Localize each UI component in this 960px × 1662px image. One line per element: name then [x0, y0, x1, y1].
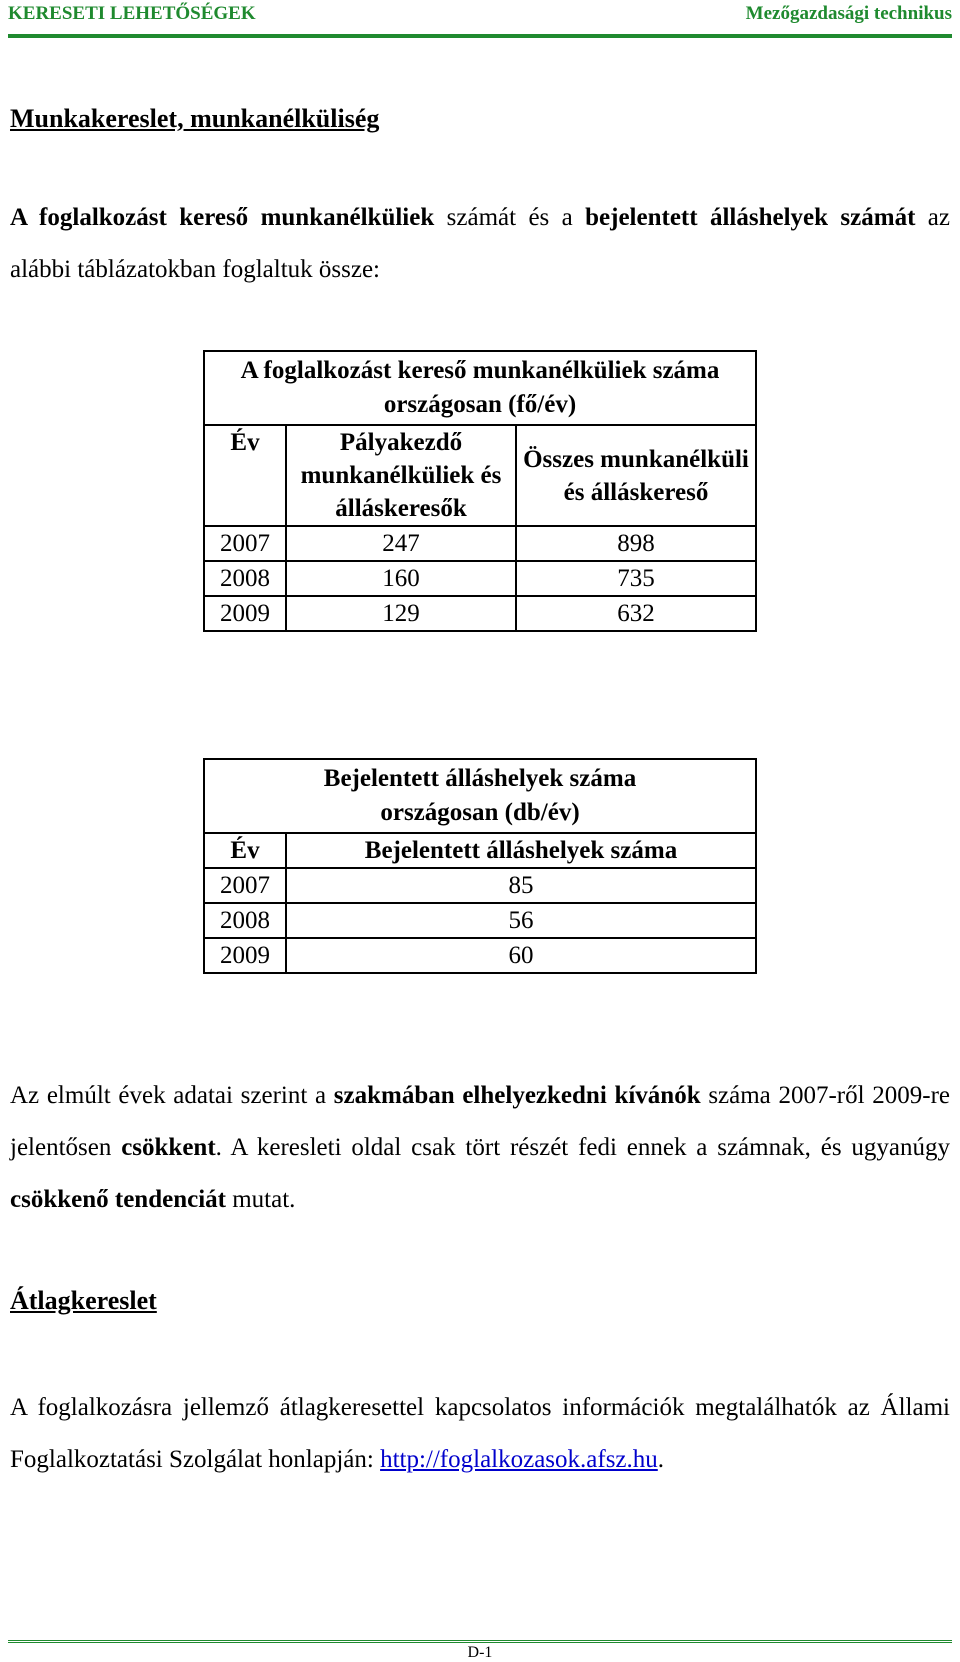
- table-cell: 2007: [204, 868, 286, 903]
- table-cell: 2009: [204, 596, 286, 631]
- table-row: [204, 526, 756, 561]
- vacancies-table: [203, 758, 757, 974]
- wage-paragraph: [10, 1382, 950, 1486]
- table-row: [204, 868, 756, 903]
- table-cell: 898: [516, 526, 756, 561]
- intro-paragraph: [10, 192, 950, 296]
- wage-text-end: .: [657, 1446, 665, 1473]
- trend-bold-3: csökkenő tendenciát: [10, 1186, 226, 1213]
- table-cell: 2008: [204, 561, 286, 596]
- table-cell: 129: [286, 596, 516, 631]
- intro-bold-2: bejelentett álláshelyek számát: [585, 204, 916, 231]
- table-cell: 60: [286, 938, 756, 973]
- vacancies-header-year: Év: [204, 833, 286, 868]
- intro-text-2: az alábbi táblázatokban foglaltuk össze:: [10, 204, 950, 283]
- table-cell: 85: [286, 868, 756, 903]
- vacancies-header-count: Bejelentett álláshelyek száma: [286, 833, 756, 868]
- header-title-right: Mezőgazdasági technikus: [745, 3, 952, 24]
- footer-divider: [8, 1640, 952, 1643]
- table-cell: 160: [286, 561, 516, 596]
- trend-text-2: száma 2007-ről 2009-re jelentősen: [10, 1082, 951, 1161]
- wage-text: A foglalkozásra jellemző átlagkeresettel kapcsolatos információk megtalálhatók az Állami Foglalkoztatási Szolgálat honlapján:: [10, 1394, 950, 1473]
- section-heading-munkakereslet: Munkakereslet, munkanélküliség: [10, 104, 380, 133]
- trend-text-4: mutat.: [225, 1186, 296, 1213]
- table-cell: 247: [286, 526, 516, 561]
- table-cell: 2008: [204, 903, 286, 938]
- table-cell: 735: [516, 561, 756, 596]
- table-cell: 632: [516, 596, 756, 631]
- unemployed-header-year: Év: [204, 425, 286, 526]
- table-row: [204, 903, 756, 938]
- intro-text-1: számát és a: [434, 204, 586, 231]
- table-row: [204, 561, 756, 596]
- table-cell: 2009: [204, 938, 286, 973]
- unemployed-header-total: Összes munkanélküli és álláskereső: [516, 425, 756, 526]
- header-title-left: KERESETI LEHETŐSÉGEK: [8, 3, 256, 24]
- intro-bold-1: A foglalkozást kereső munkanélküliek: [10, 204, 435, 231]
- header-divider: [8, 34, 952, 38]
- page-header: [8, 0, 952, 30]
- table-row: [204, 596, 756, 631]
- unemployed-table-title: A foglalkozást kereső munkanélküliek száma országosan (fő/év): [204, 351, 756, 425]
- unemployed-table: [203, 350, 757, 632]
- table-row: [204, 938, 756, 973]
- trend-paragraph: [10, 1070, 950, 1226]
- trend-text-3: . A keresleti oldal csak tört részét fedi ennek a számnak, és ugyanúgy: [215, 1134, 950, 1161]
- table-cell: 2007: [204, 526, 286, 561]
- trend-bold-1: szakmában elhelyezkedni kívánók: [333, 1082, 701, 1109]
- unemployed-header-new: Pályakezdő munkanélküliek és álláskeresők: [286, 425, 516, 526]
- section-heading-atlagkereslet: Átlagkereslet: [10, 1286, 157, 1315]
- vacancies-table-title: Bejelentett álláshelyek száma országosan (db/év): [204, 759, 756, 833]
- trend-text-1: Az elmúlt évek adatai szerint a: [10, 1082, 334, 1109]
- afsz-link[interactable]: http://foglalkozasok.afsz.hu: [380, 1446, 658, 1473]
- trend-bold-2: csökkent: [121, 1134, 216, 1161]
- page-number: D-1: [467, 1644, 493, 1661]
- table-cell: 56: [286, 903, 756, 938]
